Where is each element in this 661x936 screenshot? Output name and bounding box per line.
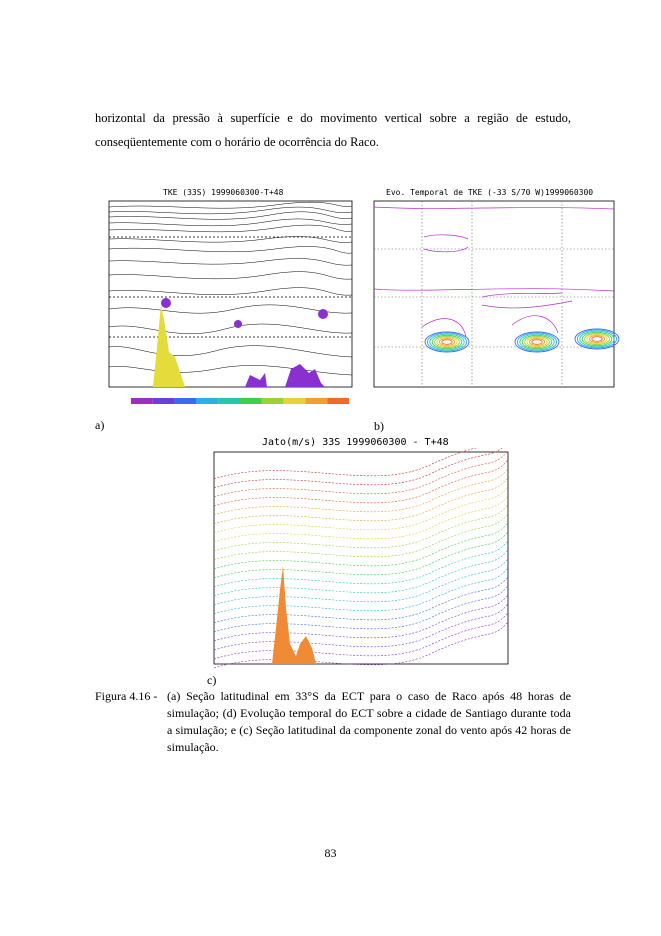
colorbar-swatch [284,398,306,404]
colorbar [131,398,349,404]
caption-body: (a) Seção latitudinal em 33°S da ECT para o caso de Raco após 48 horas de simulação; (d) Evolução temporal do ECT sobre a cidade de Santiago durante toda a simulação; e (c) Seção latitudinal da componente zonal do vento após 42 horas de simulação. [167,689,571,754]
colorbar-swatch [327,398,349,404]
colorbar-swatch [196,398,218,404]
body-paragraph [95,106,571,154]
colorbar-swatch [175,398,197,404]
colorbar-swatch [131,398,153,404]
colorbar-swatch [305,398,327,404]
colorbar-swatch [218,398,240,404]
paragraph-line-2: conseqüentemente com o horário de ocorrência do Raco. [95,135,379,149]
paragraph-line-1: horizontal da pressão à superfície e do movimento vertical sobre a região de estudo, [95,111,571,125]
figure-c-plot [200,448,512,674]
colorbar-swatch [153,398,175,404]
figure-c-title: Jato(m/s) 33S 1999060300 - T+48 [262,437,449,448]
label-a: a) [95,418,105,432]
figure-b-title: Evo. Temporal de TKE (-33 S/70 W)1999060300 [386,188,594,197]
figure-b-plot [362,197,620,397]
caption-lead: Figura 4.16 - [95,689,158,703]
label-c: c) [207,673,217,687]
label-b: b) [374,419,384,433]
page-number: 83 [324,846,337,860]
figure-a-plot [95,197,357,409]
colorbar-swatch [262,398,284,404]
figure-a-title: TKE (33S) 1999060300-T+48 [163,188,284,197]
colorbar-swatch [240,398,262,404]
